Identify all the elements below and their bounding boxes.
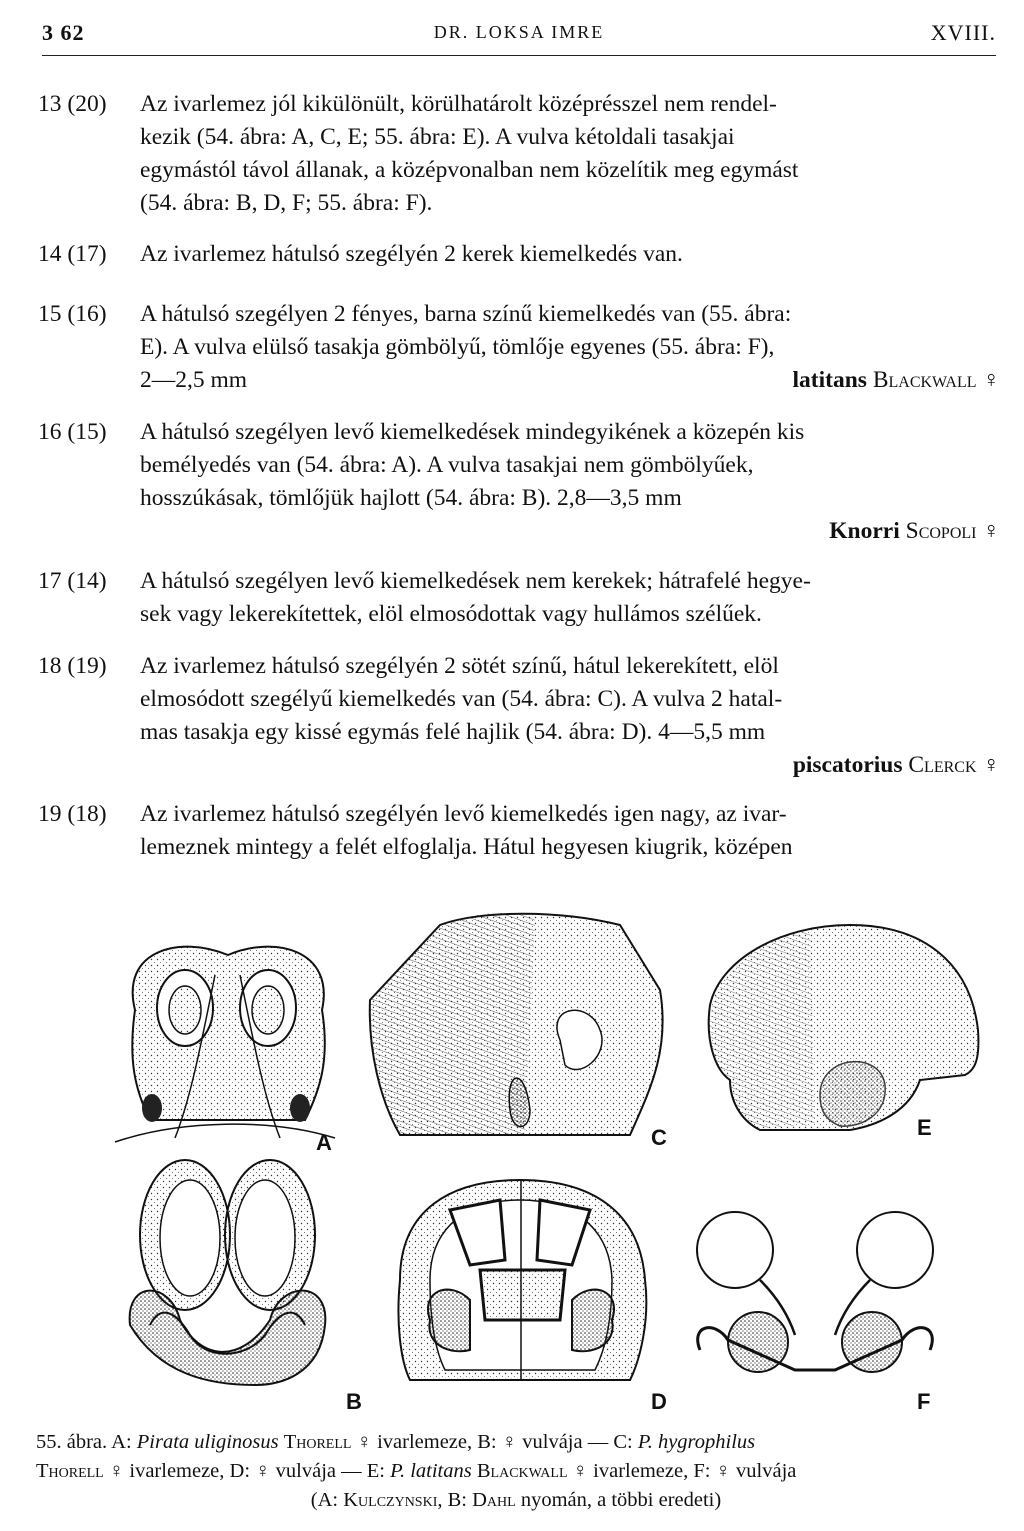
species-name-italic: P. hygrophilus (637, 1431, 756, 1453)
text-line: bemélyedés van (54. ábra: A). A vulva tasakjai nem gömbölyűek, (140, 452, 754, 478)
species-name (793, 364, 1000, 397)
text-line: elmosódott szegélyű kiemelkedés van (54. ábra: C). A vulva 2 hatal- (140, 686, 783, 712)
figure-label-e: E (917, 1115, 932, 1140)
page-number: 3 62 (42, 20, 85, 45)
figure-label-d: D (651, 1389, 667, 1414)
species-authority: Blackwall (872, 367, 977, 393)
text-line: Az ivarlemez hátulsó szegélyén levő kiemelkedés igen nagy, az ivar- (140, 801, 787, 827)
species-epithet: piscatorius (792, 752, 903, 778)
text-line: (54. ábra: B, D, F; 55. ábra: F). (140, 190, 433, 216)
text-line: hosszúkásak, tömlőjük hajlott (54. ábra: B). 2,8—3,5 mm (140, 485, 682, 511)
entry-number: 16 (15) (38, 419, 107, 445)
caption-line: 55. ábra. A: Pirata uliginosus Thorell ♀ ivarlemeze, B: ♀ vulvája — C: P. hygrophilus (36, 1431, 756, 1453)
entry-text (140, 798, 1000, 864)
text-line (140, 364, 1000, 397)
entry-text (140, 238, 1000, 271)
species-epithet: latitans (792, 367, 867, 393)
figure-a-epigyne (115, 947, 335, 1142)
caption-line: (A: Kulczynski, B: Dahl nyomán, a többi eredeti) (310, 1489, 722, 1511)
species-authority: Scopoli (905, 518, 977, 544)
authority: Blackwall (476, 1460, 568, 1482)
text-line: Az ivarlemez jól kikülönült, körülhatárolt középrésszel nem rendel- (140, 91, 777, 117)
species-name (140, 749, 1000, 782)
header-rule (42, 55, 996, 56)
species-name (140, 515, 1000, 548)
authority: Thorell (36, 1460, 104, 1482)
authority: Thorell (283, 1431, 352, 1453)
figure-label-c: C (651, 1125, 667, 1150)
text-line: kezik (54. ábra: A, C, E; 55. ábra: E). A vulva kétoldali tasakjai (140, 124, 735, 150)
figure-caption (36, 1428, 996, 1515)
text-line: egymástól távol állanak, a középvonalban nem közelítik meg egymást (140, 157, 799, 183)
text-line: mas tasakja egy kissé egymás felé hajlik (54. ábra: D). 4—5,5 mm (140, 719, 766, 745)
caption-line: Thorell ♀ ivarlemeze, D: ♀ vulvája — E: P. latitans Blackwall ♀ ivarlemeze, F: ♀ vulvája (36, 1460, 797, 1482)
figure-label-b: B (346, 1389, 362, 1414)
running-author: DR. LOKSA IMRE (433, 22, 605, 42)
authority: Dahl (472, 1489, 516, 1511)
running-header (42, 20, 996, 52)
entry-number: 13 (20) (38, 91, 107, 117)
figure-b-vulva (130, 1160, 326, 1385)
species-name-italic: P. latitans (390, 1460, 472, 1482)
figure-c-epigyne (370, 913, 663, 1135)
entry-number: 14 (17) (38, 241, 107, 267)
text-line: lemeznek mintegy a felét elfoglalja. Hátul hegyesen kiugrik, középen (140, 834, 793, 860)
entry-number: 19 (18) (38, 801, 107, 827)
text-line: A hátulsó szegélyen levő kiemelkedések nem kerekek; hátrafelé hegye- (140, 568, 811, 594)
species-authority: Clerck (908, 752, 977, 778)
text-line: A hátulsó szegélyen 2 fényes, barna színű kiemelkedés van (55. ábra: (140, 301, 792, 327)
entry-text (140, 565, 1000, 631)
figure-label-a: A (316, 1130, 332, 1155)
entry-number: 18 (19) (38, 653, 107, 679)
entry-text (140, 88, 1000, 220)
text-line: Az ivarlemez hátulsó szegélyén 2 kerek kiemelkedés van. (140, 241, 683, 267)
figure-label-f: F (917, 1389, 931, 1414)
figure-e-epigyne (709, 925, 979, 1130)
text-line: E). A vulva elülső tasakja gömbölyű, tömlője egyenes (55. ábra: F), (140, 334, 775, 360)
entry-number: 17 (14) (38, 568, 107, 594)
female-symbol: ♀ (982, 367, 1000, 393)
text-line: Az ivarlemez hátulsó szegélyén 2 sötét színű, hátul lekerekített, elöl (140, 653, 779, 679)
species-name-italic: Pirata uliginosus (136, 1431, 279, 1453)
entry-number: 15 (16) (38, 301, 107, 327)
female-symbol: ♀ (982, 518, 1000, 544)
figure-d-vulva (398, 1180, 646, 1380)
entry-text (140, 298, 1000, 397)
chapter-number: XVIII. (930, 20, 996, 45)
figure-f-vulva (697, 1212, 933, 1372)
entry-text (140, 416, 1000, 548)
size-range: 2—2,5 mm (140, 367, 248, 393)
authority: Kulczynski (343, 1489, 438, 1511)
text-line: sek vagy lekerekítettek, elöl elmosódottak vagy hullámos szélűek. (140, 601, 762, 627)
female-symbol: ♀ (982, 752, 1000, 778)
figure-plate (0, 880, 1024, 1420)
entry-text (140, 650, 1000, 782)
text-line: A hátulsó szegélyen levő kiemelkedések mindegyikének a közepén kis (140, 419, 805, 445)
species-epithet: Knorri (829, 518, 900, 544)
